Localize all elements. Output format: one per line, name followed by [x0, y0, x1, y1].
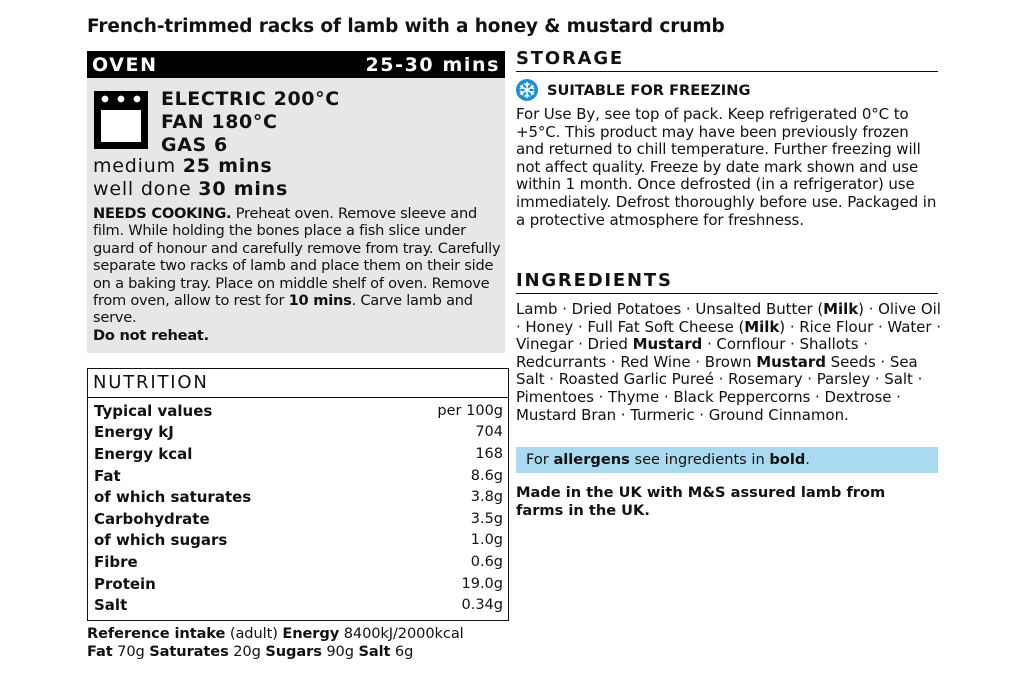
ri-sugars-label: Sugars: [265, 643, 322, 660]
ingredients-list: [516, 301, 941, 424]
nutrient-name: Salt: [94, 596, 128, 615]
nutrient-value: 0.6g: [470, 553, 503, 570]
cooking-times: [93, 155, 288, 201]
ri-energy-label: Energy: [282, 625, 340, 642]
oven-temperatures: [161, 88, 340, 157]
nutrition-row: [94, 486, 503, 508]
nutrition-rows: [88, 398, 508, 616]
reference-line-2: [87, 643, 464, 661]
nutrient-value: 19.0g: [461, 575, 503, 592]
nutrient-name: of which sugars: [94, 531, 228, 550]
nutrition-row: [94, 443, 503, 465]
ingredient-text: ) · Olive Oil · Honey · Full Fat Soft Cheese (: [516, 300, 941, 336]
medium-time-row: [93, 155, 288, 178]
ingredient-text: Seeds · Sea Salt · Roasted Garlic Pureé · Rosemary · Parsley · Salt · Pimentoes · Thyme · Black Peppercorns · Dextrose · Mustard Bran · Turmeric · Ground Cinnamon.: [516, 352, 923, 424]
freezing-label: SUITABLE FOR FREEZING: [547, 81, 751, 99]
reference-intake: [87, 625, 464, 661]
origin-statement: Made in the UK with M&S assured lamb from farms in the UK.: [516, 484, 886, 519]
nutrition-row: [94, 594, 503, 616]
freezing-badge: [516, 79, 750, 101]
nutrient-name: Energy kJ: [94, 423, 174, 442]
well-done-time: 30 mins: [198, 178, 289, 200]
nutrition-row: [94, 508, 503, 530]
ri-label: Reference intake: [87, 625, 226, 642]
ingredient-text: Lamb · Dried Potatoes · Unsalted Butter (: [516, 300, 824, 318]
nutrient-value: 1.0g: [470, 532, 503, 549]
ri-fat-label: Fat: [87, 643, 113, 660]
allergen-pre: For: [526, 451, 554, 468]
medium-label: medium: [93, 155, 176, 177]
nutrition-heading: NUTRITION: [88, 369, 508, 398]
allergen-ingredient: Mustard: [756, 352, 826, 371]
nutrient-name: Protein: [94, 574, 156, 593]
oven-section: [87, 78, 505, 353]
well-done-label: well done: [93, 178, 192, 200]
instructions-text-2: . Carve lamb and serve.: [93, 292, 473, 327]
ingredient-text: · Cornflour · Shallots · Redcurrants · Red Wine · Brown: [516, 335, 868, 371]
nutrition-row: [94, 551, 503, 573]
nutrient-name: of which saturates: [94, 488, 252, 507]
cooking-instructions: [93, 205, 503, 344]
ri-sat-label: Saturates: [149, 643, 229, 660]
ri-fat-value: 70g: [112, 643, 150, 660]
ri-salt-value: 6g: [390, 643, 414, 660]
nutrition-row: [94, 422, 503, 444]
oven-header: [87, 51, 505, 78]
oven-time: 25-30 mins: [365, 53, 500, 76]
nutrition-row: [94, 573, 503, 595]
allergen-note: [516, 447, 938, 473]
ri-sat-value: 20g: [228, 643, 266, 660]
nutrition-table: [87, 368, 509, 621]
well-done-time-row: [93, 178, 288, 201]
oven-icon: [94, 91, 148, 149]
fan-temp: FAN 180°C: [161, 111, 278, 133]
ingredient-text: ) · Rice Flour · Water · Vinegar · Dried: [516, 317, 941, 354]
storage-text: For Use By, see top of pack. Keep refrigerated 0°C to +5°C. This product may have been previously frozen and returned to chill temperature. Further freezing will not affect quality. Freeze by date mark shown and use within 1 month. Once defrosted (in a refrigerator) use immediately. Defrost thoroughly before use. Packaged in a protective atmosphere for freshness.: [516, 105, 937, 229]
ri-energy-value: 8400kJ/2000kcal: [339, 625, 464, 642]
allergen-bold2: bold: [769, 451, 806, 468]
nutrient-value: 168: [475, 445, 503, 462]
nutrient-value: per 100g: [437, 402, 503, 419]
nutrition-row: [94, 400, 503, 422]
product-title: French-trimmed racks of lamb with a honey & mustard crumb: [87, 16, 725, 37]
allergen-ingredient: Milk: [744, 317, 780, 336]
nutrient-value: 3.5g: [470, 510, 503, 527]
allergen-post: .: [805, 451, 810, 468]
nutrient-name: Fibre: [94, 552, 138, 571]
reference-line-1: [87, 625, 464, 643]
nutrition-row: [94, 530, 503, 552]
instructions-text-1: Preheat oven. Remove sleeve and film. While holding the bones place a fish slice under guard of honour and carefully remove from tray. Carefully separate two racks of lamb and place them on their side on a baking tray. Place on middle shelf of oven. Remove from oven, allow to rest for: [93, 205, 501, 310]
medium-time: 25 mins: [182, 155, 273, 177]
ri-adult: (adult): [225, 625, 283, 642]
rest-time: 10 mins: [288, 292, 352, 310]
allergen-ingredient: Milk: [823, 300, 859, 318]
snowflake-icon: [516, 79, 538, 101]
allergen-mid: see ingredients in: [629, 451, 770, 468]
nutrient-value: 0.34g: [461, 597, 503, 614]
nutrient-name: Fat: [94, 466, 121, 485]
nutrient-name: Typical values: [94, 401, 213, 420]
allergen-ingredient: Mustard: [632, 335, 703, 354]
oven-label: OVEN: [92, 53, 158, 76]
nutrient-value: 3.8g: [470, 489, 503, 506]
nutrient-name: Carbohydrate: [94, 509, 210, 528]
ri-sugars-value: 90g: [321, 643, 359, 660]
gas-mark: GAS 6: [161, 134, 228, 156]
needs-cooking: NEEDS COOKING.: [93, 205, 232, 222]
nutrition-row: [94, 465, 503, 487]
nutrient-value: 8.6g: [470, 467, 503, 484]
ingredients-heading: INGREDIENTS: [516, 270, 938, 294]
allergen-bold: allergens: [553, 451, 630, 468]
nutrient-value: 704: [475, 424, 503, 441]
do-not-reheat: Do not reheat.: [93, 326, 209, 344]
nutrient-name: Energy kcal: [94, 444, 193, 463]
ri-salt-label: Salt: [358, 643, 391, 660]
storage-heading: STORAGE: [516, 48, 938, 72]
electric-temp: ELECTRIC 200°C: [161, 88, 340, 110]
